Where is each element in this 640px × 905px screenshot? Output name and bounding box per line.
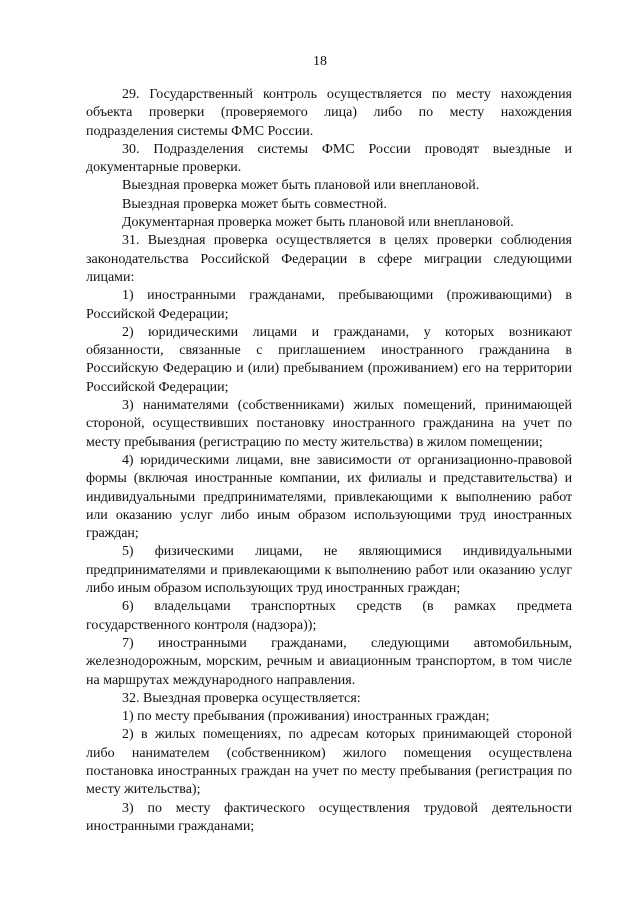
document-body — [86, 86, 572, 836]
paragraph-31-item-1: 1) иностранными гражданами, пребывающими (проживающими) в Российской Федерации; — [86, 288, 572, 322]
paragraph-31-item-3: 3) нанимателями (собственниками) жилых помещений, принимающей стороной, осуществивших постановку иностранного гражданина на учет по месту пребывания (регистрацию по месту жительства) в жилом помещении; — [86, 398, 572, 450]
paragraph-31-item-7: 7) иностранными гражданами, следующими автомобильным, железнодорожным, морским, речным и авиационным транспортом, в том числе на маршрутах международного направления. — [86, 635, 572, 688]
paragraph-31-item-6: 6) владельцами транспортных средств (в рамках предмета государственного контроля (надзора)); — [86, 599, 572, 633]
paragraph-32-item-1: 1) по месту пребывания (проживания) иностранных граждан; — [122, 709, 490, 725]
paragraph-31-item-4: 4) юридическими лицами, вне зависимости от организационно-правовой формы (включая иностранные компании, их филиалы и представительства) и индивидуальными предпринимателями, привлекающими к выполнению работ или оказанию услуг либо иным образом использующими труд иностранных граждан; — [86, 452, 572, 542]
paragraph-29: 29. Государственный контроль осуществляется по месту нахождения объекта проверки (проверяемого лица) либо по месту нахождения подразделения системы ФМС России. — [86, 87, 572, 139]
paragraph-31: 31. Выездная проверка осуществляется в целях проверки соблюдения законодательства Российской Федерации в сфере миграции следующими лицами: — [86, 233, 572, 285]
paragraph-31-item-2: 2) юридическими лицами и гражданами, у которых возникают обязанности, связанные с приглашением иностранного гражданина в Российскую Федерацию и (или) пребыванием (проживанием) его на территории Российской Федерации; — [86, 324, 572, 395]
paragraph-30: 30. Подразделения системы ФМС России проводят выездные и документарные проверки. — [86, 141, 572, 176]
paragraph-31-item-5: 5) физическими лицами, не являющимися индивидуальными предпринимателями и привлекающими к выполнению работ или оказанию услуг либо иным образом использующих труд иностранных граждан; — [86, 544, 572, 597]
paragraph-30-field-joint: Выездная проверка может быть совместной. — [122, 196, 387, 212]
paragraph-32-item-2: 2) в жилых помещениях, по адресам которых принимающей стороной либо нанимателем (собственником) жилого помещения осуществлена постановка иностранных граждан на учет по месту пребывания (регистрация по месту жительства); — [86, 727, 572, 798]
paragraph-30-documentary: Документарная проверка может быть плановой или внеплановой. — [122, 215, 514, 231]
paragraph-30-field-planned: Выездная проверка может быть плановой или внеплановой. — [122, 178, 480, 194]
paragraph-32-item-3: 3) по месту фактического осуществления трудовой деятельности иностранными гражданами; — [86, 800, 572, 834]
paragraph-32: 32. Выездная проверка осуществляется: — [122, 690, 361, 706]
page-number: 18 — [313, 54, 327, 69]
